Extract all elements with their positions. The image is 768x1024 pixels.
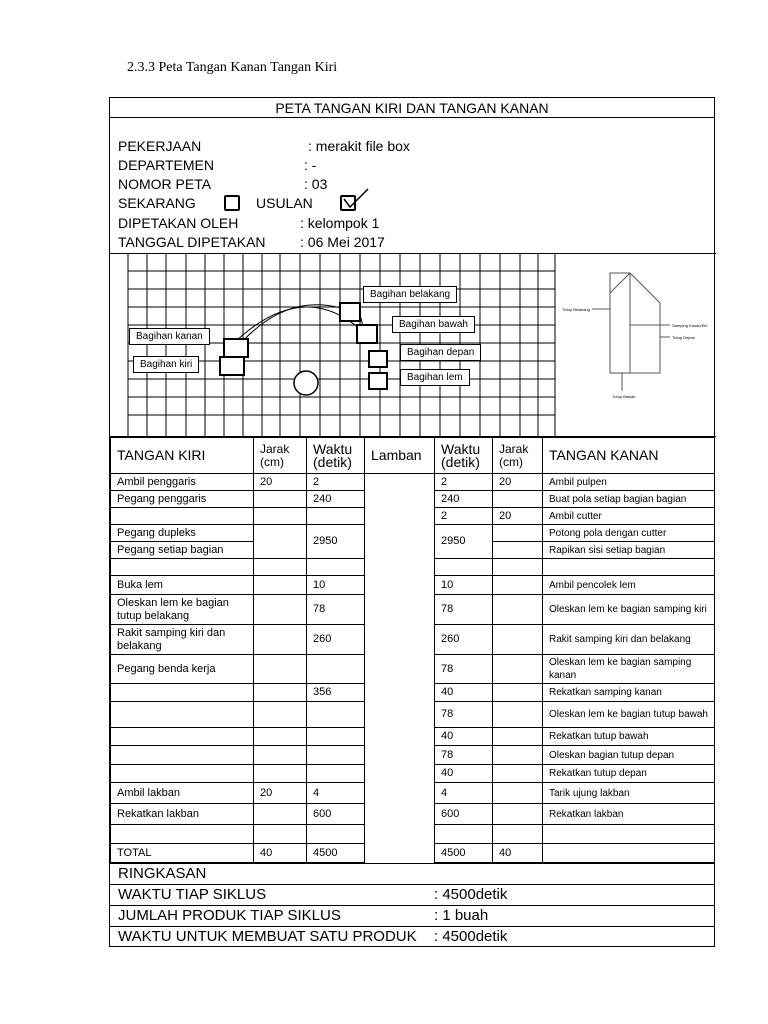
table-cell-lamban [365,625,435,655]
table-cell-lamban [365,542,435,559]
table-cell [493,491,543,508]
table-cell-waktu: 2950 [435,525,493,559]
table-cell [493,702,543,728]
table-cell [254,595,307,625]
table-cell [543,844,715,863]
table-cell: Rekatkan tutup bawah [543,728,715,746]
table-cell: 4 [435,783,493,804]
table-cell: Rakit samping kiri dan belakang [543,625,715,655]
label-depan: Bagihan depan [400,344,481,361]
table-cell: Potong pola dengan cutter [543,525,715,542]
part-belakang [339,302,361,322]
table-cell [493,804,543,825]
label-kanan: Bagihan kanan [129,328,210,345]
table-cell [493,595,543,625]
table-cell: 40 [493,844,543,863]
table-cell [254,728,307,746]
table-cell [254,804,307,825]
table-row [111,746,715,765]
table-cell-lamban [365,783,435,804]
table-cell: 2 [435,474,493,491]
table-cell [307,765,365,783]
label-tutup-depan: Tutup Depan [672,335,695,340]
table-cell: 20 [493,474,543,491]
table-cell: Buat pola setiap bagian bagian [543,491,715,508]
workplace-layout [110,253,716,437]
table-row [111,491,715,508]
table-row [111,474,715,491]
table-cell [307,655,365,684]
table-cell [307,702,365,728]
label-belakang: Bagihan belakang [363,286,457,303]
label-kiri: Bagihan kiri [133,356,199,373]
table-cell: 2 [307,474,365,491]
table-cell: 260 [435,625,493,655]
table-row [111,728,715,746]
table-row [111,844,715,863]
table-cell: 78 [435,655,493,684]
table-cell: Rakit samping kiri dan belakang [111,625,254,655]
table-cell [307,559,365,576]
table-cell [111,684,254,702]
table-cell [493,576,543,595]
table-cell [543,559,715,576]
table-cell: TOTAL [111,844,254,863]
table-cell: Oleskan lem ke bagian tutup belakang [111,595,254,625]
table-row [111,684,715,702]
table-cell [493,684,543,702]
table-cell: Oleskan lem ke bagian tutup bawah [543,702,715,728]
label-bawah: Bagihan bawah [392,316,475,333]
table-row [111,825,715,844]
table-cell: Rapikan sisi setiap bagian [543,542,715,559]
summary-satu: WAKTU UNTUK MEMBUAT SATU PRODUK : 4500detik [110,926,714,947]
section-title: 2.3.3 Peta Tangan Kanan Tangan Kiri [127,60,338,75]
table-cell [493,825,543,844]
table-cell [307,508,365,525]
table-cell: Buka lem [111,576,254,595]
table-cell: 240 [307,491,365,508]
table-cell: Ambil penggaris [111,474,254,491]
table-cell: 240 [435,491,493,508]
checkmark-icon [342,187,372,211]
label-lem: Bagihan lem [400,369,470,386]
header-waktu-kiri: Waktu (detik) [307,438,365,474]
label-tutup-bawah: Tutup Bawah [612,394,636,399]
table-cell: 4500 [435,844,493,863]
part-kanan [223,338,249,358]
table-cell: Pegang dupleks [111,525,254,542]
table-cell [111,702,254,728]
table-cell [254,746,307,765]
table-cell: 78 [435,746,493,765]
table-cell: 4500 [307,844,365,863]
table-cell [435,559,493,576]
table-cell: Oleskan bagian tutup depan [543,746,715,765]
table-cell-lamban [365,474,435,491]
table-cell [493,525,543,542]
table-cell-lamban [365,576,435,595]
table-row [111,542,715,559]
table-cell: Pegang setiap bagian [111,542,254,559]
header-tangan-kiri: TANGAN KIRI [111,438,254,474]
table-cell-lamban [365,525,435,542]
table-cell [307,746,365,765]
table-row [111,655,715,684]
table-cell [254,765,307,783]
operator-circle [294,371,318,395]
table-cell [493,542,543,559]
table-cell: 10 [307,576,365,595]
table-row [111,804,715,825]
table-cell: Ambil pulpen [543,474,715,491]
table-cell-lamban [365,702,435,728]
table-cell-lamban [365,825,435,844]
table-cell: 20 [493,508,543,525]
table-cell: Ambil lakban [111,783,254,804]
table-cell [111,746,254,765]
table-cell-lamban [365,508,435,525]
chart-frame: PETA TANGAN KIRI DAN TANGAN KANAN PEKERJAAN : merakit file box DEPARTEMEN : - NOMOR PETA : 03 SEKARANG USULAN DIPETAKAN OLEH : kelompok 1 TANGGAL DIPETAKAN : 06 Mei 2017 Tutup Belakang Samping Kanan/Kiri Tutup Depan Tutup Bawah Bagihan belakang Bagihan bawah Bagihan kanan Bagihan depan Bagihan kiri Bagihan lem TANGAN KIRI Jarak (cm) Waktu (detik) Lamban Waktu (detik) Jarak (cm) TANGAN KANAN Ambil penggaris 20 2 2 20 Ambil pulpen Pegang penggaris 240 240 Buat pola setiap bagian bagian 2 20 Ambil cutter Pegang dupleks 2950 2950 Potong pola dengan cutter Pegang setiap bagian Rapikan sisi setiap bagian Buka lem 10 10 Ambil pencolek lem Oleskan lem ke bagian tutup belakang 78 78 Oleskan lem ke bagian samping kiri Rakit samping kiri dan belakang 260 260 Rakit samping kiri dan belakang Pegang benda kerja 78 Oleskan lem ke bagian samping kanan 356 40 Rekatkan samping kanan 78 Oleskan lem ke bagian tutup bawah 40 Rekatkan tutup bawah 78 Oleskan bagian tutup depan 40 Rekatkan tutup depan Ambil lakban 20 4 4 Tarik ujung lakban Rekatkan lakban 600 600 Rekatkan lakban TOTAL 40 4500 4500 40 RINGKASAN WAKTU TIAP SIKLUS : 4500detik JUMLAH PRODUK TIAP SIKLUS : 1 buah WAKTU UNTUK MEMBUAT SATU PRODUK : 4500detik [109,97,715,947]
header-lamban: Lamban [365,438,435,474]
table-cell: 40 [435,684,493,702]
table-cell: 40 [435,728,493,746]
table-cell [493,783,543,804]
table-cell [111,765,254,783]
table-row [111,576,715,595]
table-cell: Rekatkan lakban [111,804,254,825]
table-cell [254,684,307,702]
table-cell: Rekatkan lakban [543,804,715,825]
header-jarak-kanan: Jarak (cm) [493,438,543,474]
table-cell: Ambil cutter [543,508,715,525]
table-cell-lamban [365,746,435,765]
table-cell-lamban [365,559,435,576]
table-cell: 78 [307,595,365,625]
table-cell [254,702,307,728]
summary-siklus: WAKTU TIAP SIKLUS : 4500detik [110,884,714,905]
header-tangan-kanan: TANGAN KANAN [543,438,715,474]
table-cell: Oleskan lem ke bagian samping kanan [543,655,715,684]
table-cell-lamban [365,728,435,746]
table-row [111,559,715,576]
header-jarak-kiri: Jarak (cm) [254,438,307,474]
table-cell: 600 [435,804,493,825]
table-cell [254,825,307,844]
table-cell [254,576,307,595]
table-cell [254,491,307,508]
label-tutup-belakang: Tutup Belakang [562,307,590,312]
table-cell: Rekatkan samping kanan [543,684,715,702]
table-cell-lamban [365,655,435,684]
table-row [111,702,715,728]
table-cell: 10 [435,576,493,595]
table-cell [543,825,715,844]
table-cell [111,508,254,525]
table-row [111,783,715,804]
table-cell [254,559,307,576]
table-row [111,765,715,783]
table-cell [111,728,254,746]
table-cell: 78 [435,595,493,625]
table-cell: 260 [307,625,365,655]
table-cell: 20 [254,474,307,491]
header-waktu-kanan: Waktu (detik) [435,438,493,474]
summary [110,863,714,947]
part-lem [368,372,388,390]
table-cell: 4 [307,783,365,804]
table-cell: Tarik ujung lakban [543,783,715,804]
part-depan [368,350,388,368]
table-cell [111,825,254,844]
table-cell: Pegang benda kerja [111,655,254,684]
table-cell [254,655,307,684]
table-cell [493,559,543,576]
table-cell-waktu: 2950 [307,525,365,559]
table-cell [435,825,493,844]
chart-title: PETA TANGAN KIRI DAN TANGAN KANAN [110,98,714,118]
table-cell: 356 [307,684,365,702]
table-row [111,525,715,542]
part-kiri [219,356,245,376]
summary-title: RINGKASAN [110,863,714,884]
table-cell [307,728,365,746]
table-cell [493,728,543,746]
motion-table [110,437,715,863]
table-cell: Ambil pencolek lem [543,576,715,595]
file-box-diagram [592,273,670,391]
part-bawah [356,324,378,344]
table-cell-lamban [365,844,435,863]
label-samping-kanan: Samping Kanan/Kiri [672,323,708,328]
table-cell: 40 [254,844,307,863]
table-row [111,595,715,625]
table-cell [111,559,254,576]
table-cell: Oleskan lem ke bagian samping kiri [543,595,715,625]
table-cell-lamban [365,804,435,825]
table-cell [254,508,307,525]
table-cell: 78 [435,702,493,728]
table-cell [254,625,307,655]
table-cell [493,625,543,655]
table-cell [493,765,543,783]
table-cell-lamban [365,765,435,783]
table-cell [307,825,365,844]
table-cell: 600 [307,804,365,825]
sekarang-checkbox[interactable] [224,195,240,211]
table-cell-lamban [365,491,435,508]
table-cell: Rekatkan tutup depan [543,765,715,783]
summary-produk: JUMLAH PRODUK TIAP SIKLUS : 1 buah [110,905,714,926]
table-row [111,625,715,655]
table-cell [493,655,543,684]
table-cell [254,525,307,559]
table-cell-lamban [365,595,435,625]
table-cell: 2 [435,508,493,525]
table-cell: 40 [435,765,493,783]
table-cell: 20 [254,783,307,804]
table-row [111,508,715,525]
table-cell: Pegang penggaris [111,491,254,508]
table-cell [493,746,543,765]
table-cell-lamban [365,684,435,702]
